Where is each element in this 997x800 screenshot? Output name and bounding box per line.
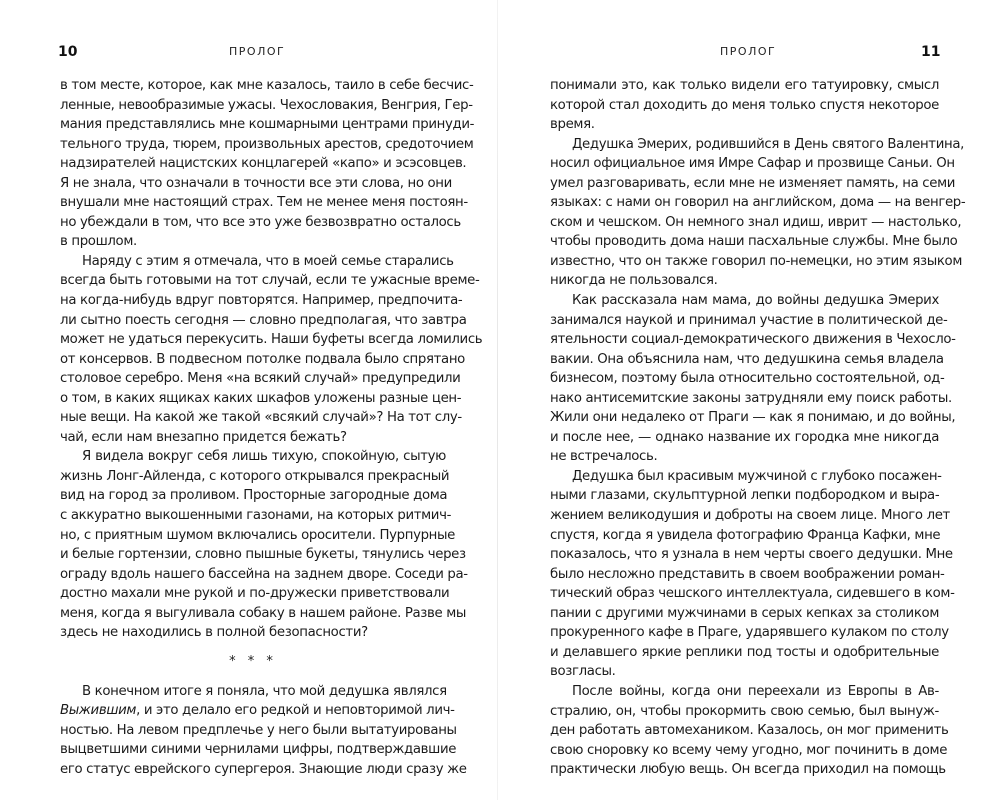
text-line: После войны, когда они переехали из Европы в Ав- — [572, 683, 939, 699]
paragraph — [60, 76, 475, 252]
text-line: Как рассказала нам мама, до войны дедушка Эмерих — [572, 293, 939, 309]
running-head: ПРОЛОГ — [720, 45, 777, 58]
text-line: и белые гортензии, словно пышные букеты, тянулись через — [60, 547, 466, 563]
text-line: может не удаться перекусить. Наши буфеты всегда ломились — [60, 332, 483, 348]
text-line: мания представлялись мне кошмарными центрами принуди- — [60, 117, 475, 133]
text-line: чай, если нам внезапно придется бежать? — [60, 429, 347, 445]
text-line: столовое серебро. Меня «на всякий случай» предупредили — [60, 371, 461, 387]
text-line: время. — [550, 117, 595, 133]
text-line: Жили они недалеко от Праги — как я понимаю, и до войны, — [550, 410, 956, 426]
paragraph — [550, 135, 966, 291]
text-line: чтобы проводить дома наши пасхальные службы. Мне было — [550, 234, 958, 250]
text-line: и после нее, — однако название их городка мне никогда — [550, 429, 939, 445]
text-line: Я не знала, что означали в точности все эти слова, но они — [60, 175, 452, 191]
text-line: ден работать автомехаником. Казалось, он мог применить — [550, 723, 949, 739]
text-line: с аккуратно выкошенными газонами, на которых ритмич- — [60, 508, 452, 524]
text-line: тельного труда, тюрем, произвольных арестов, средоточием — [60, 136, 474, 152]
text-line: пании с другими мужчинами в серых кепках за столиком — [550, 605, 939, 621]
text-line: Наряду с этим я отмечала, что в моей семье старались — [82, 253, 454, 269]
text-line: языках: с нами он говорил на английском, дома — на венгер- — [550, 195, 966, 211]
text-line: вид на город за проливом. Просторные загородные дома — [60, 488, 448, 504]
text-line: в прошлом. — [60, 234, 137, 250]
text-line: меня, когда я выгуливала собаку в нашем районе. Разве мы — [60, 605, 467, 621]
text-line: ском и чешском. Он немного знал идиш, иврит — настолько, — [550, 214, 962, 230]
text-line: здесь не находились в полной безопасности? — [60, 625, 368, 641]
text-line: но убеждали в том, что все это уже безвозвратно осталось — [60, 214, 461, 230]
paragraph — [550, 76, 939, 135]
text-line: спустя, когда я увидела фотографию Франца Кафки, мне — [550, 527, 941, 543]
text-line: возгласы. — [550, 664, 616, 680]
text-line: выцветшими синими чернилами цифры, подтверждавшие — [60, 742, 457, 758]
text-line: никогда не пользовался. — [550, 273, 718, 289]
text-line: от консервов. В подвесном потолке подвала было спрятано — [60, 351, 465, 367]
text-line: жением великодушия и доброты на своем лице. Много лет — [550, 508, 950, 524]
text-line: надзирателей нацистских концлагерей «капо» и эсэсовцев. — [60, 156, 467, 172]
text-line: достно махали мне рукой и по-дружески приветствовали — [60, 586, 450, 602]
text-line: Выжившим, и это делало его редкой и неповторимой лич- — [60, 703, 455, 719]
text-line: В конечном итоге я поняла, что мой дедушка являлся — [82, 683, 447, 699]
body-text — [550, 76, 966, 780]
text-line: тический образ чешского интеллектуала, сидевшего в ком- — [550, 586, 955, 602]
text-line: нако антисемитские законы затрудняли ему поиск работы. — [550, 390, 952, 406]
text-line: показалось, что я узнала в нем черты своего дедушки. Мне — [550, 547, 953, 563]
right-page — [498, 0, 997, 800]
body-text — [60, 76, 483, 779]
text-line: Дедушка был красивым мужчиной с глубоко посажен- — [572, 468, 942, 484]
paragraph — [550, 291, 956, 467]
text-line: Дедушка Эмерих, родившийся в День святого Валентина, — [572, 136, 965, 152]
text-line: всегда быть готовыми на тот случай, если те ужасные време- — [60, 273, 480, 289]
text-line: на когда-нибудь вдруг повторятся. Например, предпочита- — [60, 293, 463, 309]
text-line: было несложно представить в своем воображении роман- — [550, 566, 945, 582]
text-line: практически любую вещь. Он всегда приходил на помощь — [550, 762, 946, 778]
text-line: внушали мне настоящий страх. Тем не менее меня постоян- — [60, 195, 468, 211]
paragraph — [60, 447, 468, 642]
text-line: его статус еврейского супергероя. Знающие люди сразу же — [60, 761, 467, 777]
text-line: вакии. Она объяснила нам, что дедушкина семья владела — [550, 351, 944, 367]
text-line: не встречалось. — [550, 449, 658, 465]
text-line: и делавшего яркие реплики под тосты и одобрительные — [550, 644, 939, 660]
left-page — [0, 0, 497, 800]
text-line: о том, в каких ящиках каких шкафов уложены разные цен- — [60, 390, 462, 406]
text-line: ограду вдоль нашего бассейна на заднем дворе. Соседи ра- — [60, 566, 468, 582]
paragraph — [60, 682, 467, 780]
text-line: известно, что он также говорил по-немецки, но этим языком — [550, 253, 963, 269]
text-line: прокуренного кафе в Праге, ударявшего кулаком по столу — [550, 625, 949, 641]
text-line: носил официальное имя Имре Сафар и прозвище Саньи. Он — [550, 156, 955, 172]
text-line: свою сноровку ко всему чему угодно, мог починить в доме — [550, 742, 948, 758]
text-line: ностью. На левом предплечье у него были вытатуированы — [60, 722, 457, 738]
text-line: занимался наукой и принимал участие в политической де- — [550, 312, 948, 328]
text-line: ные вещи. На какой же такой «всякий случай»? На тот слу- — [60, 410, 462, 426]
text-line: ными глазами, скульптурной лепки подбородком и выра- — [550, 488, 940, 504]
running-head: ПРОЛОГ — [229, 45, 286, 58]
paragraph — [550, 682, 949, 780]
paragraph — [550, 467, 955, 682]
text-line: ленные, невообразимые ужасы. Чехословакия, Венгрия, Гер- — [60, 97, 473, 113]
page-number: 10 — [58, 44, 78, 60]
text-line: в том месте, которое, как мне казалось, таило в себе бесчис- — [60, 78, 474, 93]
text-line: понимали это, как только видели его татуировку, смысл — [550, 78, 939, 93]
text-line: ли сытно поесть сегодня — словно предполагая, что завтра — [60, 312, 467, 328]
text-line: жизнь Лонг-Айленда, с которого открывался прекрасный — [60, 468, 450, 484]
page-number: 11 — [921, 44, 941, 60]
section-separator: * * * — [229, 654, 277, 670]
text-line: бизнесом, поэтому была относительно состоятельной, од- — [550, 371, 945, 387]
text-line: но, с приятным шумом включались оросители. Пурпурные — [60, 527, 455, 543]
text-line: Я видела вокруг себя лишь тихую, спокойную, сытую — [82, 449, 446, 465]
text-line: стралию, он, чтобы прокормить свою семью, был вынуж- — [550, 703, 939, 719]
text-line: умел разговаривать, если мне не изменяет память, на семи — [550, 175, 956, 191]
paragraph — [60, 252, 483, 447]
text-line: которой стал доходить до меня только спустя некоторое — [550, 97, 939, 113]
text-line: ятельности социал-демократического движения в Чехосло- — [550, 332, 956, 348]
